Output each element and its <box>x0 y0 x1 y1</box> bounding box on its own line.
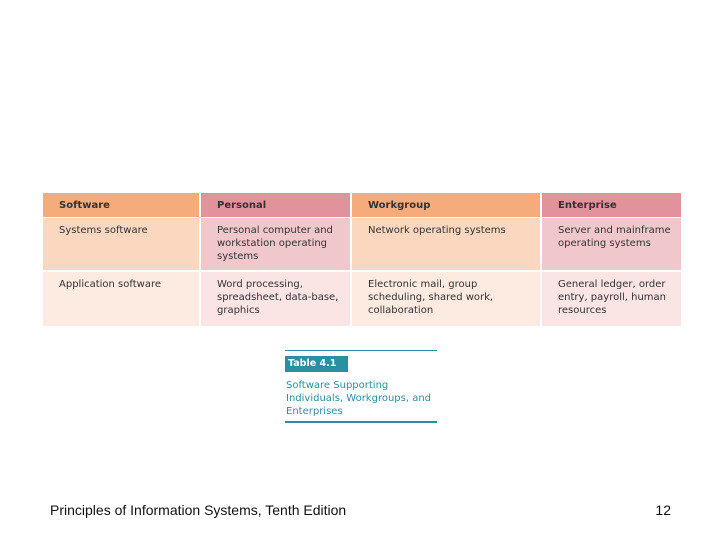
page-number: 12 <box>655 502 671 518</box>
cell-workgroup: Electronic mail, group scheduling, shared work, collaboration <box>352 272 540 328</box>
table-row <box>43 272 681 328</box>
cell-workgroup: Network operating systems <box>352 218 540 272</box>
header-software: Software <box>43 193 199 218</box>
table-caption-text: Software Supporting Individuals, Workgroups, and Enterprises <box>286 380 432 417</box>
table-caption <box>285 350 437 423</box>
table-header-row <box>43 193 681 218</box>
footer-book-title: Principles of Information Systems, Tenth Edition <box>50 502 347 518</box>
cell-software-type: Systems software <box>43 218 199 272</box>
cell-personal: Word processing, spreadsheet, data-base, graphics <box>201 272 350 328</box>
cell-enterprise: Server and mainframe operating systems <box>542 218 681 272</box>
table-row <box>43 218 681 272</box>
header-enterprise: Enterprise <box>542 193 681 218</box>
cell-enterprise: General ledger, order entry, payroll, human resources <box>542 272 681 328</box>
header-personal: Personal <box>201 193 350 218</box>
cell-personal: Personal computer and workstation operating systems <box>201 218 350 272</box>
header-workgroup: Workgroup <box>352 193 540 218</box>
table-number-badge: Table 4.1 <box>285 356 348 372</box>
cell-software-type: Application software <box>43 272 199 328</box>
software-table-container <box>43 193 685 328</box>
caption-divider <box>285 421 437 423</box>
software-table <box>41 193 683 328</box>
